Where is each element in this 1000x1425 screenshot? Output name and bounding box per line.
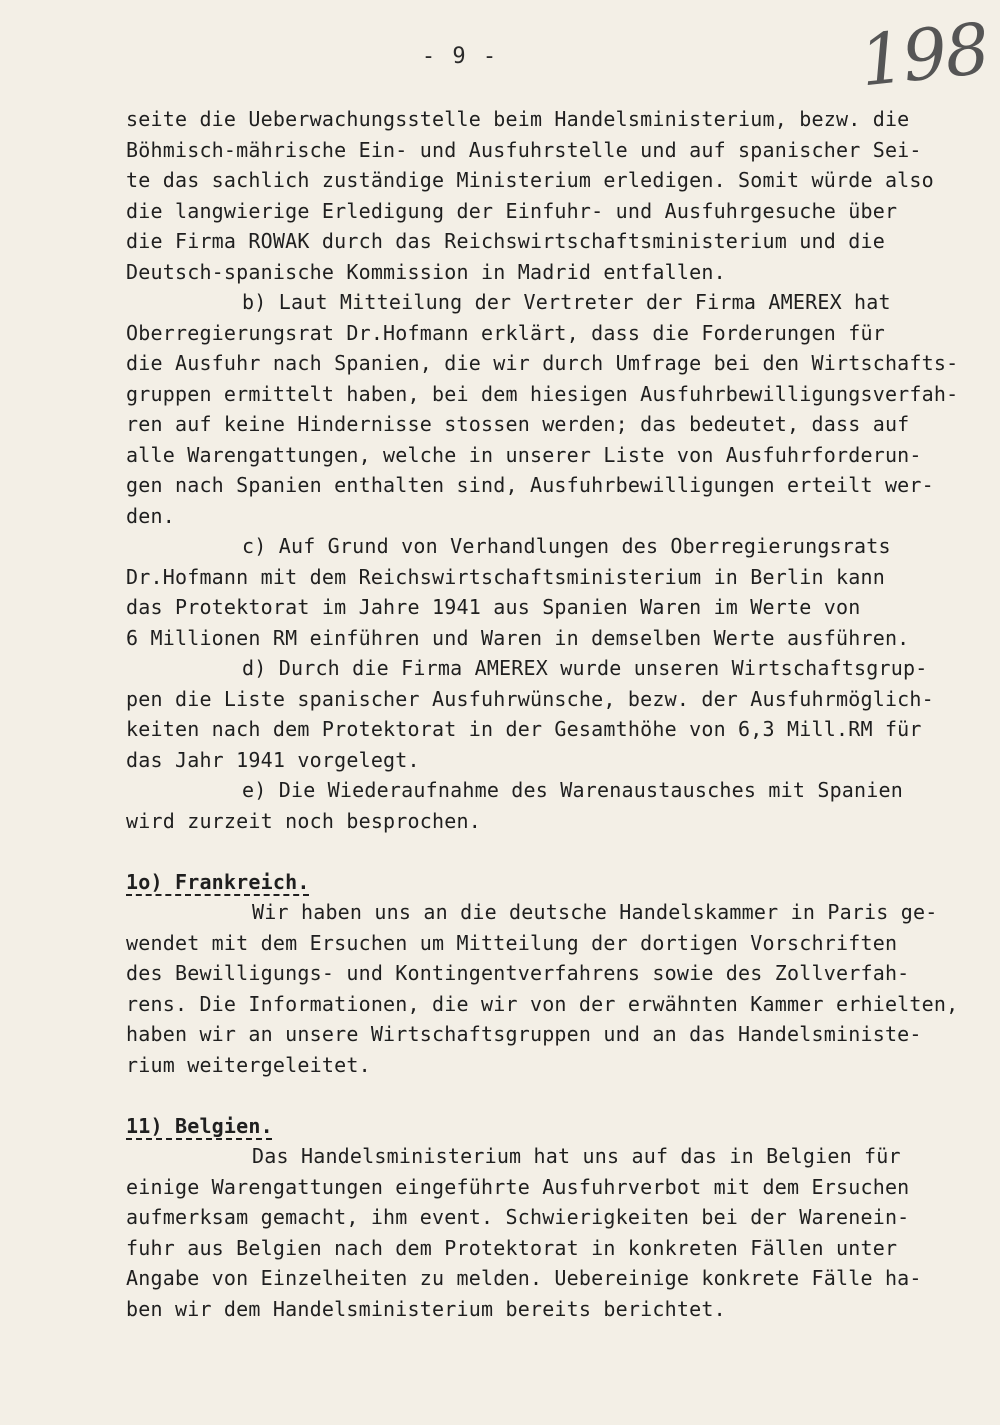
frankreich-line: Wir haben uns an die deutsche Handelskammer in Paris ge- — [252, 900, 938, 924]
document-body — [126, 104, 959, 1324]
body-line: seite die Ueberwachungsstelle beim Handelsministerium, bezw. die — [126, 107, 910, 131]
item-b-line: b) Laut Mitteilung der Vertreter der Firma AMEREX hat — [242, 290, 891, 314]
section-heading-row — [126, 1111, 956, 1142]
belgien-line: ben wir dem Handelsministerium bereits berichtet. — [126, 1296, 726, 1321]
belgien-line: aufmerksam gemacht, ihm event. Schwierigkeiten bei der Warenein- — [126, 1205, 910, 1229]
item-e-line: e) Die Wiederaufnahme des Warenaustausches mit Spanien — [242, 778, 904, 802]
item-d-line: pen die Liste spanischer Ausfuhrwünsche, bezw. der Ausfuhrmöglich- — [126, 686, 934, 711]
spacer — [126, 1080, 956, 1111]
frankreich-line: rium weitergeleitet. — [126, 1052, 371, 1077]
item-b-line: Oberregierungsrat Dr.Hofmann erklärt, dass die Forderungen für — [126, 320, 885, 345]
item-b-line: den. — [126, 503, 175, 528]
item-b-line: gruppen ermittelt haben, bei dem hiesigen Ausfuhrbewilligungsverfah- — [126, 381, 959, 406]
body-line: die Firma ROWAK durch das Reichswirtschaftsministerium und die — [126, 229, 885, 253]
item-b-line: die Ausfuhr nach Spanien, die wir durch Umfrage bei den Wirtschafts- — [126, 351, 959, 375]
spacer — [126, 836, 956, 867]
item-b-line: gen nach Spanien enthalten sind, Ausfuhrbewilligungen erteilt wer- — [126, 473, 934, 497]
section-heading-row — [126, 867, 956, 898]
frankreich-line: haben wir an unsere Wirtschaftsgruppen und an das Handelsministe- — [126, 1022, 922, 1046]
belgien-line: Angabe von Einzelheiten zu melden. Uebereinige konkrete Fälle ha- — [126, 1266, 922, 1290]
body-line: te das sachlich zuständige Ministerium erledigen. Somit würde also — [126, 168, 934, 192]
item-d-line: das Jahr 1941 vorgelegt. — [126, 747, 420, 772]
item-d-line: keiten nach dem Protektorat in der Gesamthöhe von 6,3 Mill.RM für — [126, 717, 922, 741]
frankreich-line: des Bewilligungs- und Kontingentverfahrens sowie des Zollverfah- — [126, 961, 910, 985]
item-c-line: 6 Millionen RM einführen und Waren in demselben Werte ausführen. — [126, 625, 910, 650]
item-c-line: Dr.Hofmann mit dem Reichswirtschaftsministerium in Berlin kann — [126, 564, 885, 589]
item-b-line: alle Warengattungen, welche in unserer Liste von Ausfuhrforderun- — [126, 442, 922, 467]
belgien-line: fuhr aus Belgien nach dem Protektorat in konkreten Fällen unter — [126, 1235, 898, 1260]
belgien-line: einige Warengattungen eingeführte Ausfuhrverbot mit dem Ersuchen — [126, 1174, 910, 1199]
item-c-line: c) Auf Grund von Verhandlungen des Oberregierungsrats — [242, 534, 891, 558]
section-heading-belgien: 11) Belgien. — [126, 1113, 273, 1138]
handwritten-folio-number: 198 — [856, 7, 992, 103]
body-line: die langwierige Erledigung der Einfuhr- und Ausfuhrgesuche über — [126, 198, 898, 223]
page-number: - 9 - — [421, 44, 499, 69]
item-b-line: ren auf keine Hindernisse stossen werden; das bedeutet, dass auf — [126, 412, 910, 436]
frankreich-line: rens. Die Informationen, die wir von der erwähnten Kammer erhielten, — [126, 991, 959, 1016]
section-heading-frankreich: 1o) Frankreich. — [126, 869, 310, 894]
belgien-line: Das Handelsministerium hat uns auf das in Belgien für — [252, 1144, 901, 1168]
frankreich-line: wendet mit dem Ersuchen um Mitteilung der dortigen Vorschriften — [126, 930, 898, 955]
item-c-line: das Protektorat im Jahre 1941 aus Spanien Waren im Werte von — [126, 595, 861, 619]
item-e-line: wird zurzeit noch besprochen. — [126, 808, 481, 833]
item-d-line: d) Durch die Firma AMEREX wurde unseren Wirtschaftsgrup- — [242, 656, 928, 680]
body-line: Böhmisch-mährische Ein- und Ausfuhrstelle und auf spanischer Sei- — [126, 137, 922, 162]
body-line: Deutsch-spanische Kommission in Madrid entfallen. — [126, 259, 726, 284]
